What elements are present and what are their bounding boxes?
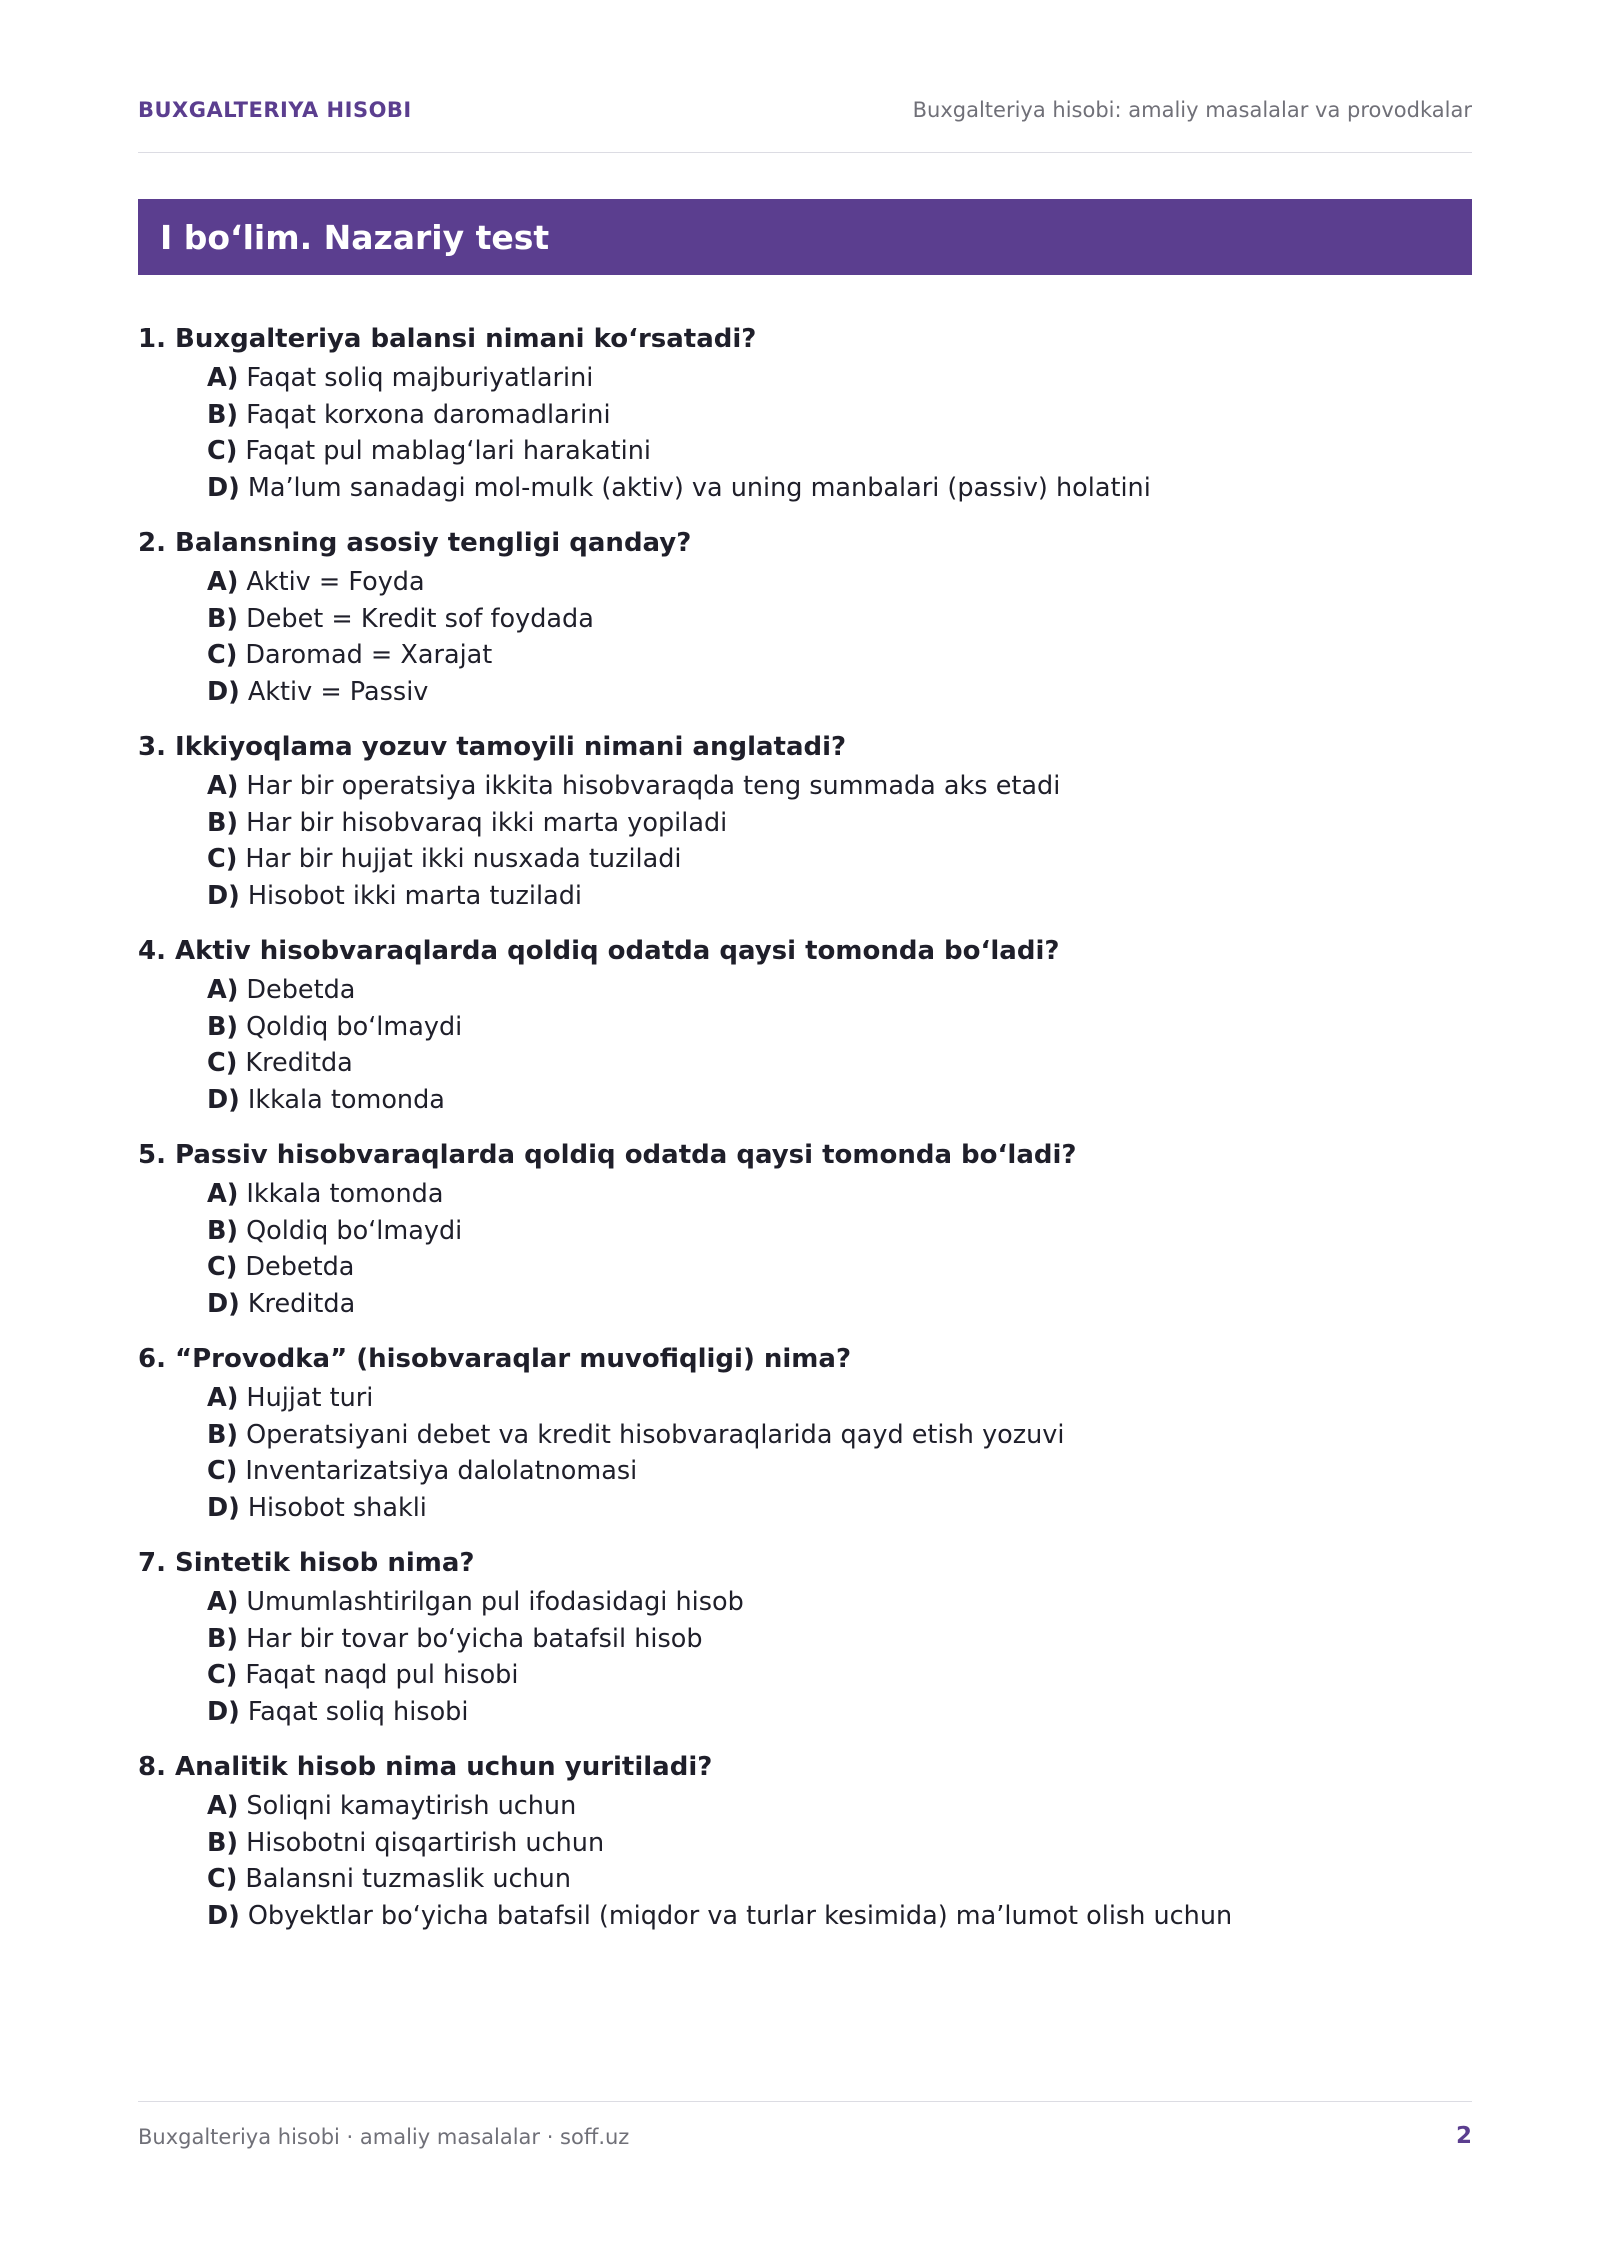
option-text: Faqat pul mablag‘lari harakatini <box>245 436 651 467</box>
option-letter: D) <box>207 1696 240 1727</box>
option-item <box>207 1082 1472 1119</box>
question-item <box>138 318 1472 522</box>
option-item <box>207 768 1472 805</box>
option-text: Faqat naqd pul hisobi <box>245 1660 519 1691</box>
option-letter: C) <box>207 1252 238 1283</box>
option-text: Qoldiq bo‘lmaydi <box>246 1011 463 1042</box>
option-item <box>207 1286 1472 1323</box>
option-text: Kreditda <box>247 1288 356 1319</box>
section-title: I bo‘lim. Nazariy test <box>160 217 550 257</box>
question-text: 2. Balansning asosiy tengligi qanday? <box>138 528 692 558</box>
option-text: Obyektlar bo‘yicha batafsil (miqdor va turlar kesimida) ma’lumot olish uchun <box>247 1900 1233 1931</box>
option-item <box>207 1213 1472 1250</box>
option-letter: A) <box>207 567 239 597</box>
page-number: 2 <box>1455 2123 1472 2149</box>
option-letter: A) <box>207 771 239 801</box>
question-list <box>138 318 1472 1950</box>
option-item <box>207 805 1472 842</box>
option-text: Hisobotni qisqartirish uchun <box>246 1827 605 1858</box>
option-text: Debetda <box>246 975 356 1005</box>
option-list <box>138 564 1472 710</box>
option-item <box>207 1490 1472 1527</box>
option-text: Daromad = Xarajat <box>245 640 493 671</box>
option-letter: D) <box>207 1900 240 1931</box>
question-item <box>138 726 1472 930</box>
option-letter: B) <box>207 1215 239 1246</box>
option-item <box>207 433 1472 470</box>
option-letter: D) <box>207 676 240 707</box>
option-text: Kreditda <box>245 1048 353 1079</box>
option-letter: C) <box>207 640 238 671</box>
option-item <box>207 1380 1472 1417</box>
option-list <box>138 972 1472 1118</box>
option-item <box>207 564 1472 601</box>
option-list <box>138 1584 1472 1730</box>
option-text: Har bir tovar bo‘yicha batafsil hisob <box>246 1623 703 1654</box>
option-letter: D) <box>207 1492 240 1523</box>
option-text: Inventarizatsiya dalolatnomasi <box>245 1456 638 1487</box>
header-subtitle: Buxgalteriya hisobi: amaliy masalalar va provodkalar <box>912 98 1472 122</box>
option-letter: D) <box>207 1084 240 1115</box>
option-letter: A) <box>207 1791 239 1821</box>
option-letter: B) <box>207 1419 239 1450</box>
option-item <box>207 1045 1472 1082</box>
option-text: Ikkala tomonda <box>247 1084 445 1115</box>
section-banner <box>138 199 1472 275</box>
option-item <box>207 1788 1472 1825</box>
option-letter: A) <box>207 1587 239 1617</box>
option-item <box>207 470 1472 507</box>
option-letter: C) <box>207 1456 238 1487</box>
option-letter: C) <box>207 844 238 875</box>
option-item <box>207 1584 1472 1621</box>
option-letter: C) <box>207 436 238 467</box>
option-text: Ma’lum sanadagi mol-mulk (aktiv) va uning manbalari (passiv) holatini <box>247 472 1151 503</box>
option-letter: C) <box>207 1048 238 1079</box>
option-letter: B) <box>207 1623 239 1654</box>
option-letter: B) <box>207 603 239 634</box>
option-text: Soliqni kamaytirish uchun <box>246 1791 577 1821</box>
option-text: Operatsiyani debet va kredit hisobvaraqlarida qayd etish yozuvi <box>246 1419 1065 1450</box>
option-item <box>207 1621 1472 1658</box>
option-item <box>207 1861 1472 1898</box>
option-letter: B) <box>207 399 239 430</box>
option-letter: A) <box>207 1383 239 1413</box>
option-text: Har bir hujjat ikki nusxada tuziladi <box>245 844 682 875</box>
option-letter: A) <box>207 363 239 393</box>
option-list <box>138 768 1472 914</box>
page-header <box>138 100 1472 153</box>
option-item <box>207 1825 1472 1862</box>
option-list <box>138 1176 1472 1322</box>
option-text: Hisobot shakli <box>247 1492 427 1523</box>
option-text: Aktiv = Foyda <box>246 567 425 597</box>
option-text: Umumlashtirilgan pul ifodasidagi hisob <box>246 1587 744 1617</box>
option-item <box>207 1176 1472 1213</box>
question-text: 3. Ikkiyoqlama yozuv tamoyili nimani anglatadi? <box>138 732 847 762</box>
option-item <box>207 1657 1472 1694</box>
page-footer <box>138 2101 1472 2152</box>
option-letter: D) <box>207 880 240 911</box>
option-item <box>207 972 1472 1009</box>
option-text: Aktiv = Passiv <box>247 676 429 707</box>
option-text: Har bir operatsiya ikkita hisobvaraqda teng summada aks etadi <box>246 771 1061 801</box>
question-text: 7. Sintetik hisob nima? <box>138 1548 475 1578</box>
option-text: Debetda <box>245 1252 355 1283</box>
option-letter: B) <box>207 807 239 838</box>
option-letter: D) <box>207 1288 240 1319</box>
option-item <box>207 360 1472 397</box>
option-letter: B) <box>207 1827 239 1858</box>
option-item <box>207 674 1472 711</box>
question-item <box>138 522 1472 726</box>
option-letter: B) <box>207 1011 239 1042</box>
option-item <box>207 841 1472 878</box>
option-item <box>207 637 1472 674</box>
option-item <box>207 1898 1472 1935</box>
option-text: Ikkala tomonda <box>246 1179 444 1209</box>
option-item <box>207 878 1472 915</box>
footer-text: Buxgalteriya hisobi · amaliy masalalar · soff.uz <box>138 2125 630 2149</box>
option-text: Faqat korxona daromadlarini <box>246 399 611 430</box>
option-text: Faqat soliq hisobi <box>247 1696 469 1727</box>
question-text: 6. “Provodka” (hisobvaraqlar muvofiqligi) nima? <box>138 1344 852 1374</box>
question-item <box>138 1542 1472 1746</box>
option-letter: C) <box>207 1864 238 1895</box>
question-text: 8. Analitik hisob nima uchun yuritiladi? <box>138 1752 713 1782</box>
option-letter: D) <box>207 472 240 503</box>
option-text: Debet = Kredit sof foydada <box>246 603 594 634</box>
question-text: 4. Aktiv hisobvaraqlarda qoldiq odatda qaysi tomonda bo‘ladi? <box>138 936 1060 966</box>
option-text: Balansni tuzmaslik uchun <box>245 1864 572 1895</box>
question-item <box>138 930 1472 1134</box>
question-text: 1. Buxgalteriya balansi nimani ko‘rsatadi? <box>138 324 757 354</box>
option-letter: A) <box>207 975 239 1005</box>
option-item <box>207 397 1472 434</box>
option-item <box>207 1417 1472 1454</box>
option-item <box>207 1694 1472 1731</box>
option-item <box>207 1009 1472 1046</box>
option-letter: C) <box>207 1660 238 1691</box>
option-text: Qoldiq bo‘lmaydi <box>246 1215 463 1246</box>
option-item <box>207 1453 1472 1490</box>
option-list <box>138 1380 1472 1526</box>
option-item <box>207 1249 1472 1286</box>
option-text: Hisobot ikki marta tuziladi <box>247 880 582 911</box>
option-item <box>207 601 1472 638</box>
option-list <box>138 360 1472 506</box>
option-letter: A) <box>207 1179 239 1209</box>
question-text: 5. Passiv hisobvaraqlarda qoldiq odatda qaysi tomonda bo‘ladi? <box>138 1140 1077 1170</box>
option-list <box>138 1788 1472 1934</box>
header-brand: BUXGALTERIYA HISOBI <box>138 98 412 122</box>
question-item <box>138 1746 1472 1950</box>
option-text: Har bir hisobvaraq ikki marta yopiladi <box>246 807 728 838</box>
question-item <box>138 1338 1472 1542</box>
option-text: Hujjat turi <box>246 1383 374 1413</box>
option-text: Faqat soliq majburiyatlarini <box>246 363 594 393</box>
question-item <box>138 1134 1472 1338</box>
